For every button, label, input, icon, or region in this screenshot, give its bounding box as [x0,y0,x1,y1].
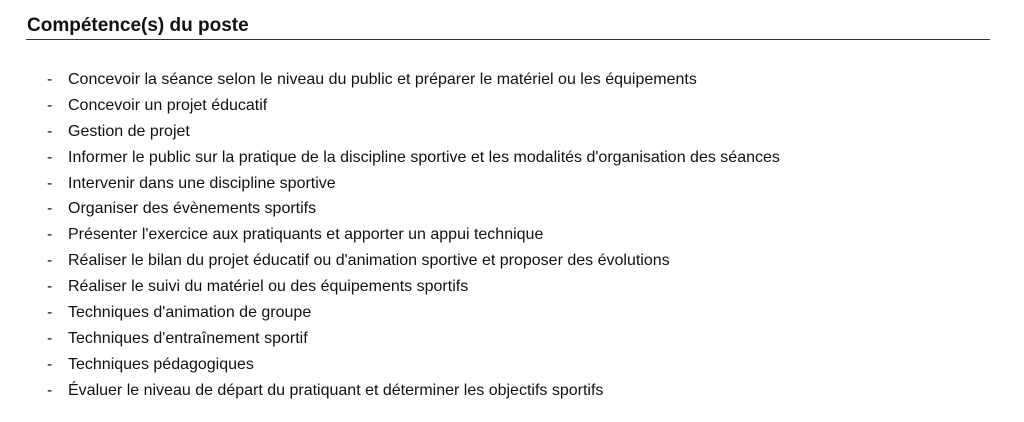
dash-bullet-icon: - [47,122,53,140]
dash-bullet-icon: - [47,226,53,244]
skill-label: Évaluer le niveau de départ du pratiquant et déterminer les objectifs sportifs [68,381,604,399]
skill-label: Réaliser le suivi du matériel ou des équipements sportifs [68,278,469,296]
skill-label: Concevoir un projet éducatif [68,96,268,114]
skill-label: Techniques d'animation de groupe [68,304,312,322]
skill-label: Gestion de projet [68,122,190,140]
list-item [26,119,990,145]
list-item [26,67,990,93]
skill-label: Intervenir dans une discipline sportive [68,174,336,192]
list-item [26,222,990,248]
skills-section [26,14,990,404]
skill-label: Réaliser le bilan du projet éducatif ou d'animation sportive et proposer des évolutions [68,252,670,270]
list-item [26,326,990,352]
dash-bullet-icon: - [47,71,53,88]
dash-bullet-icon: - [47,381,53,399]
dash-bullet-icon: - [47,355,53,373]
list-item [26,196,990,222]
list-item [26,378,990,404]
dash-bullet-icon: - [47,96,53,114]
skill-label: Techniques pédagogiques [68,355,254,373]
list-item [26,93,990,119]
list-item [26,274,990,300]
skill-label: Concevoir la séance selon le niveau du public et préparer le matériel ou les équipements [68,71,697,88]
section-title: Compétence(s) du poste [26,14,990,40]
skill-label: Techniques d'entraînement sportif [68,329,308,347]
skill-label: Organiser des évènements sportifs [68,200,317,218]
list-item [26,171,990,197]
skill-label: Informer le public sur la pratique de la discipline sportive et les modalités d'organisation des séances [68,148,780,166]
dash-bullet-icon: - [47,329,53,347]
list-item [26,352,990,378]
dash-bullet-icon: - [47,174,53,192]
dash-bullet-icon: - [47,200,53,218]
skills-list [26,67,990,404]
dash-bullet-icon: - [47,304,53,322]
dash-bullet-icon: - [47,278,53,296]
dash-bullet-icon: - [47,252,53,270]
dash-bullet-icon: - [47,148,53,166]
list-item [26,145,990,171]
list-item [26,300,990,326]
list-item [26,248,990,274]
skill-label: Présenter l'exercice aux pratiquants et apporter un appui technique [68,226,544,244]
